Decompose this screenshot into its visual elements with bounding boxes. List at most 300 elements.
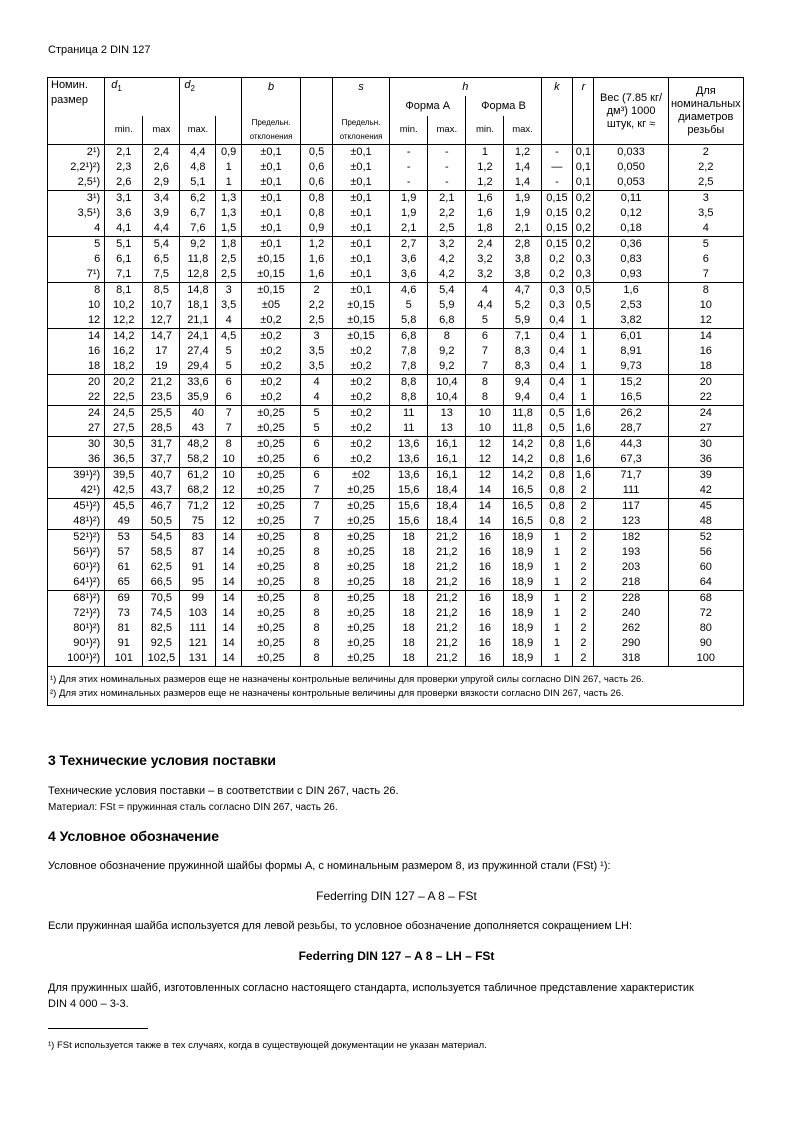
value-cell: 3,8 — [504, 267, 541, 283]
col-h-header: h — [390, 78, 541, 97]
value-cell: 0,5 — [541, 406, 573, 422]
nominal-size-cell: 22 — [48, 390, 105, 406]
col-nominal-header: Номин. размер — [48, 78, 105, 145]
value-cell: 18,4 — [428, 483, 466, 499]
col-thread-header: Для номинальных диаметров резьбы — [668, 78, 743, 145]
value-cell: ±0,25 — [332, 621, 389, 636]
value-cell: 50,5 — [143, 514, 180, 530]
table-row — [48, 283, 744, 299]
value-cell: 8,8 — [390, 390, 428, 406]
value-cell: 10,2 — [105, 298, 143, 313]
value-cell: 16,1 — [428, 452, 466, 468]
value-cell: ±0,25 — [332, 651, 389, 667]
value-cell: 2,6 — [105, 175, 143, 191]
value-cell: 5,1 — [105, 237, 143, 253]
value-cell: 12 — [216, 499, 241, 515]
value-cell: 3 — [216, 283, 241, 299]
value-cell: 8 — [301, 575, 333, 591]
value-cell: ±0,15 — [241, 267, 300, 283]
value-cell: 8 — [301, 621, 333, 636]
value-cell: 14 — [216, 575, 241, 591]
value-cell: 8 — [301, 636, 333, 651]
nominal-size-cell: 6 — [48, 252, 105, 267]
value-cell: 42 — [668, 483, 743, 499]
value-cell: 8,8 — [390, 375, 428, 391]
value-cell: 30 — [668, 437, 743, 453]
value-cell: 4,4 — [466, 298, 504, 313]
value-cell: 48 — [668, 514, 743, 530]
value-cell: 2,53 — [594, 298, 668, 313]
value-cell: 14 — [216, 560, 241, 575]
table-row — [48, 591, 744, 607]
value-cell: ±0,1 — [332, 160, 389, 175]
value-cell: 8 — [428, 329, 466, 345]
value-cell: 193 — [594, 545, 668, 560]
table-row — [48, 621, 744, 636]
value-cell: 3,2 — [428, 237, 466, 253]
value-cell: 71,2 — [180, 499, 216, 515]
value-cell: 27,5 — [105, 421, 143, 437]
value-cell: ±0,2 — [332, 390, 389, 406]
value-cell: 0,1 — [573, 145, 594, 161]
value-cell: 14 — [216, 591, 241, 607]
value-cell: 7,5 — [143, 267, 180, 283]
value-cell: 28,7 — [594, 421, 668, 437]
value-cell: 2 — [573, 545, 594, 560]
value-cell: 2,1 — [105, 145, 143, 161]
value-cell: 131 — [180, 651, 216, 667]
section-4-text: Условное обозначение пружинной шайбы формы А, с номинальным размером 8, из пружинной стали (FSt) ¹): — [48, 860, 611, 872]
value-cell: 12 — [466, 437, 504, 453]
value-cell: 16 — [668, 344, 743, 359]
value-cell: 8 — [301, 545, 333, 560]
value-cell: ±0,15 — [241, 252, 300, 267]
value-cell: 18 — [390, 636, 428, 651]
value-cell: 28,5 — [143, 421, 180, 437]
value-cell: 1 — [541, 545, 573, 560]
value-cell: 69 — [105, 591, 143, 607]
value-cell: 8,5 — [143, 283, 180, 299]
table-row — [48, 530, 744, 546]
value-cell: 16,5 — [594, 390, 668, 406]
value-cell: 3,1 — [105, 191, 143, 207]
value-cell: 2,6 — [143, 160, 180, 175]
value-cell: 5,9 — [428, 298, 466, 313]
value-cell: 6,2 — [180, 191, 216, 207]
value-cell: 18,2 — [105, 359, 143, 375]
value-cell: ±0,1 — [241, 221, 300, 237]
value-cell: - — [541, 175, 573, 191]
value-cell: 16,5 — [504, 514, 541, 530]
value-cell: 4 — [668, 221, 743, 237]
value-cell: 56 — [668, 545, 743, 560]
value-cell: 81 — [105, 621, 143, 636]
value-cell: 1 — [541, 530, 573, 546]
value-cell: 8 — [466, 390, 504, 406]
value-cell: 1,9 — [504, 191, 541, 207]
value-cell: 4 — [301, 390, 333, 406]
value-cell: 121 — [180, 636, 216, 651]
value-cell: 58,2 — [180, 452, 216, 468]
value-cell: 18,9 — [504, 575, 541, 591]
col-weight-header: Вес (7.85 кг/дм³) 1000 штук, кг ≈ — [594, 78, 668, 145]
table-row — [48, 359, 744, 375]
value-cell: 5 — [301, 421, 333, 437]
value-cell: ±0,25 — [241, 591, 300, 607]
table-body — [48, 145, 744, 667]
value-cell: 6 — [466, 329, 504, 345]
value-cell: 7 — [466, 344, 504, 359]
value-cell: 0,5 — [541, 421, 573, 437]
value-cell: 2,7 — [390, 237, 428, 253]
value-cell: 67,3 — [594, 452, 668, 468]
value-cell: 1 — [573, 329, 594, 345]
value-cell: 4,7 — [504, 283, 541, 299]
value-cell: 2,3 — [105, 160, 143, 175]
value-cell: 2,2 — [301, 298, 333, 313]
value-cell: 20 — [668, 375, 743, 391]
value-cell: ±0,15 — [241, 283, 300, 299]
value-cell: 0,8 — [541, 468, 573, 484]
footnote-2: ²) Для этих номинальных размеров еще не назначены контрольные величины для проверки вязкости согласно DIN 267, часть 26. — [50, 688, 624, 700]
value-cell: 45,5 — [105, 499, 143, 515]
value-cell: 21,2 — [428, 651, 466, 667]
value-cell: - — [390, 160, 428, 175]
value-cell: 1,4 — [504, 175, 541, 191]
value-cell: 0,9 — [216, 145, 241, 161]
value-cell: 2,1 — [504, 221, 541, 237]
value-cell: 99 — [180, 591, 216, 607]
value-cell: 10,4 — [428, 375, 466, 391]
table-row — [48, 267, 744, 283]
value-cell: 7,1 — [504, 329, 541, 345]
value-cell: 2 — [573, 591, 594, 607]
value-cell: 43,7 — [143, 483, 180, 499]
value-cell: 18 — [390, 575, 428, 591]
value-cell: 3,82 — [594, 313, 668, 329]
value-cell: 16 — [466, 545, 504, 560]
value-cell: 290 — [594, 636, 668, 651]
value-cell: 0,050 — [594, 160, 668, 175]
value-cell: 16,1 — [428, 468, 466, 484]
table-row — [48, 252, 744, 267]
col-formB-header: Форма B — [466, 96, 541, 116]
value-cell: 83 — [180, 530, 216, 546]
value-cell: 1,6 — [466, 206, 504, 221]
value-cell: 18 — [390, 530, 428, 546]
nominal-size-cell: 18 — [48, 359, 105, 375]
value-cell: 4 — [466, 283, 504, 299]
value-cell: - — [390, 175, 428, 191]
value-cell: 4,5 — [216, 329, 241, 345]
value-cell: 102,5 — [143, 651, 180, 667]
value-cell: 45 — [668, 499, 743, 515]
value-cell: 35,9 — [180, 390, 216, 406]
value-cell: ±0,15 — [332, 298, 389, 313]
table-row — [48, 390, 744, 406]
col-b-header: b — [241, 78, 300, 97]
value-cell: 16 — [466, 591, 504, 607]
value-cell: ±0,15 — [332, 313, 389, 329]
value-cell: 203 — [594, 560, 668, 575]
value-cell: 40 — [180, 406, 216, 422]
value-cell: 12,7 — [143, 313, 180, 329]
value-cell: 101 — [105, 651, 143, 667]
nominal-size-cell: 8 — [48, 283, 105, 299]
value-cell: 10 — [668, 298, 743, 313]
value-cell: 117 — [594, 499, 668, 515]
value-cell: 13,6 — [390, 468, 428, 484]
value-cell: 11,8 — [180, 252, 216, 267]
value-cell: 58,5 — [143, 545, 180, 560]
value-cell: 6,01 — [594, 329, 668, 345]
value-cell: ±0,25 — [241, 406, 300, 422]
value-cell: 14 — [216, 651, 241, 667]
spec-table: Номин. размер $d_1$ $d_2$ b s h k r Вес (7.85 кг/дм³) 1000 штук, кг ≈ Для номинальных диаметров резьбы Форма A Форма B min. max max. Предельн. отклонения Предельн. отклонения min. max. min. max. 2¹) 2,1 2,4 4,4 0,9 ±0,1 0,5 ±0,1 - - 1 1,2 - 0,1 0,033 2 2,2¹)²) 2,3 2,6 4,8 1 ±0,1 0,6 ±0,1 - - 1,2 1,4 — 0,1 0,050 2,2 2,5¹) 2,6 2,9 5,1 1 ±0,1 0,6 ±0,1 - - 1,2 1,4 - 0,1 0,053 2,5 3¹) 3,1 3,4 6,2 1,3 ±0,1 0,8 ±0,1 1,9 2,1 1,6 1,9 0,15 0,2 0,11 3 3,5¹) 3,6 3,9 6,7 1,3 ±0,1 0,8 ±0,1 1,9 2,2 1,6 1,9 0,15 0,2 0,12 3,5 4 4,1 4,4 7,6 1,5 ±0,1 0,9 ±0,1 2,1 2,5 1,8 2,1 0,15 0,2 0,18 4 5 5,1 5,4 9,2 1,8 ±0,1 1,2 ±0,1 2,7 3,2 2,4 2,8 0,15 0,2 0,36 5 6 6,1 6,5 11,8 2,5 ±0,15 1,6 ±0,1 3,6 4,2 3,2 3,8 0,2 0,3 0,83 6 7¹) 7,1 7,5 12,8 2,5 ±0,15 1,6 ±0,1 3,6 4,2 3,2 3,8 0,2 0,3 0,93 7 8 8,1 8,5 14,8 3 ±0,15 2 ±0,1 4,6 5,4 4 4,7 0,3 0,5 1,6 8 10 10,2 10,7 18,1 3,5 ±05 2,2 ±0,15 5 5,9 4,4 5,2 0,3 0,5 2,53 10 12 12,2 12,7 21,1 4 ±0,2 2,5 ±0,15 5,8 6,8 5 5,9 0,4 1 3,82 12 14 14,2 14,7 24,1 4,5 ±0,2 3 ±0,15 6,8 8 6 7,1 0,4 1 6,01 14 16 16,2 17 27,4 5 ±0,2 3,5 ±0,2 7,8 9,2 7 8,3 0,4 1 8,91 16 18 18,2 19 29,4 5 ±0,2 3,5 ±0,2 7,8 9,2 7 8,3 0,4 1 9,73 18 20 20,2 21,2 33,6 6 ±0,2 4 ±0,2 8,8 10,4 8 9,4 0,4 1 15,2 20 22 22,5 23,5 35,9 6 ±0,2 4 ±0,2 8,8 10,4 8 9,4 0,4 1 16,5 22 24 24,5 25,5 40 7 ±0,25 5 ±0,2 11 13 10 11,8 0,5 1,6 26,2 24 27 27,5 28,5 43 7 ±0,25 5 ±0,2 11 13 10 11,8 0,5 1,6 28,7 27 30 30,5 31,7 48,2 8 ±0,25 6 ±0,2 13,6 16,1 12 14,2 0,8 1,6 44,3 30 36 36,5 37,7 58,2 10 ±0,25 6 ±0,2 13,6 16,1 12 14,2 0,8 1,6 67,3 36 39¹)²) 39,5 40,7 61,2 10 ±0,25 6 ±02 13,6 16,1 12 14,2 0,8 1,6 71,7 39 42¹) 42,5 43,7 68,2 12 ±0,25 7 ±0,25 15,6 18,4 14 16,5 0,8 2 111 42 45¹)²) 45,5 46,7 71,2 12 ±0,25 7 ±0,25 15,6 18,4 14 16,5 0,8 2 117 45 48¹)²) 49 50,5 75 12 ±0,25 7 ±0,25 15,6 18,4 14 16,5 0,8 2 123 48 52¹)²) 53 54,5 83 14 ±0,25 8 ±0,25 18 21,2 16 18,9 1 2 182 52 56¹)²) 57 58,5 87 14 ±0,25 8 ±0,25 18 21,2 16 18,9 1 2 193 56 60¹)²) 61 62,5 91 14 ±0,25 8 ±0,25 18 21,2 16 18,9 1 2 203 60 64¹)²) 65 66,5 95 14 ±0,25 8 ±0,25 18 21,2 16 18,9 1 2 218 64 68¹)²) 69 70,5 99 14 ±0,25 8 ±0,25 18 21,2 16 18,9 1 2 228 68 72¹)²) 73 74,5 103 14 ±0,25 8 ±0,25 18 21,2 16 18,9 1 2 240 72 80¹)²) 81 82,5 111 14 ±0,25 8 ±0,25 18 21,2 16 18,9 1 2 262 80 90¹)²) 91 92,5 121 14 ±0,25 8 ±0,25 18 21,2 16 18,9 1 2 290 90 100¹)²) 101 102,5 131 14 ±0,25 8 ±0,25 18 21,2 16 18,9 1 2 318 100 ¹) Для этих номинальных размеров еще не назначены контрольные величины для проверки упругой силы согласно DIN 267, часть 26. ²) Для этих номинальных размеров еще не назначены контрольные величины для проверки вязкости согласно DIN 267, часть 26. — [47, 77, 744, 706]
value-cell: 1,2 — [301, 237, 333, 253]
value-cell: 14,2 — [504, 452, 541, 468]
value-cell: 74,5 — [143, 606, 180, 621]
value-cell: ±02 — [332, 468, 389, 484]
value-cell: 21,2 — [428, 545, 466, 560]
value-cell: 90 — [668, 636, 743, 651]
value-cell: 1,2 — [504, 145, 541, 161]
value-cell: 66,5 — [143, 575, 180, 591]
value-cell: ±0,1 — [332, 221, 389, 237]
value-cell: 5 — [216, 344, 241, 359]
value-cell: 13,6 — [390, 437, 428, 453]
value-cell: 14 — [466, 483, 504, 499]
value-cell: ±0,25 — [332, 575, 389, 591]
value-cell: 7 — [668, 267, 743, 283]
value-cell: 53 — [105, 530, 143, 546]
value-cell: 36,5 — [105, 452, 143, 468]
value-cell: ±0,25 — [241, 530, 300, 546]
value-cell: 13,6 — [390, 452, 428, 468]
value-cell: 3,2 — [466, 252, 504, 267]
value-cell: 21,2 — [143, 375, 180, 391]
value-cell: 5 — [301, 406, 333, 422]
value-cell: ±0,2 — [332, 375, 389, 391]
nominal-size-cell: 36 — [48, 452, 105, 468]
value-cell: 0,15 — [541, 237, 573, 253]
table-row — [48, 160, 744, 175]
value-cell: 16,2 — [105, 344, 143, 359]
table-row — [48, 636, 744, 651]
table-row — [48, 206, 744, 221]
value-cell: 0,8 — [301, 191, 333, 207]
value-cell: - — [541, 145, 573, 161]
value-cell: 31,7 — [143, 437, 180, 453]
value-cell: 6,1 — [105, 252, 143, 267]
value-cell: 0,8 — [541, 452, 573, 468]
value-cell: 15,6 — [390, 499, 428, 515]
table-row — [48, 313, 744, 329]
value-cell: 68 — [668, 591, 743, 607]
value-cell: ±0,25 — [332, 499, 389, 515]
value-cell: 57 — [105, 545, 143, 560]
value-cell: 1,2 — [466, 160, 504, 175]
value-cell: 4 — [216, 313, 241, 329]
value-cell: - — [428, 160, 466, 175]
value-cell: 0,15 — [541, 206, 573, 221]
value-cell: ±0,2 — [241, 344, 300, 359]
value-cell: 5,4 — [428, 283, 466, 299]
value-cell: 2 — [573, 530, 594, 546]
value-cell: 0,12 — [594, 206, 668, 221]
col-s-header: s — [332, 78, 389, 97]
value-cell: ±0,1 — [332, 267, 389, 283]
section-4-title: 4 Условное обозначение — [48, 828, 220, 844]
value-cell: 1,6 — [594, 283, 668, 299]
value-cell: 1 — [573, 313, 594, 329]
value-cell: 16,1 — [428, 437, 466, 453]
table-row — [48, 560, 744, 575]
value-cell: 111 — [594, 483, 668, 499]
table-row — [48, 221, 744, 237]
value-cell: 1 — [541, 591, 573, 607]
value-cell: 6 — [301, 437, 333, 453]
value-cell: 2,1 — [428, 191, 466, 207]
value-cell: 68,2 — [180, 483, 216, 499]
value-cell: 91 — [105, 636, 143, 651]
value-cell: 14 — [668, 329, 743, 345]
value-cell: 10 — [216, 452, 241, 468]
nominal-size-cell: 7¹) — [48, 267, 105, 283]
value-cell: 0,6 — [301, 160, 333, 175]
table-row — [48, 237, 744, 253]
value-cell: 2,5 — [301, 313, 333, 329]
value-cell: 14,2 — [504, 468, 541, 484]
nominal-size-cell: 12 — [48, 313, 105, 329]
value-cell: 0,3 — [573, 252, 594, 267]
value-cell: ±0,2 — [241, 329, 300, 345]
value-cell: 15,2 — [594, 375, 668, 391]
table-row — [48, 145, 744, 161]
value-cell: 0,6 — [301, 175, 333, 191]
value-cell: 7,8 — [390, 359, 428, 375]
value-cell: 18 — [668, 359, 743, 375]
value-cell: 82,5 — [143, 621, 180, 636]
value-cell: 262 — [594, 621, 668, 636]
value-cell: 16 — [466, 636, 504, 651]
nominal-size-cell: 68¹)²) — [48, 591, 105, 607]
value-cell: 16 — [466, 560, 504, 575]
value-cell: 16 — [466, 621, 504, 636]
value-cell: 3,5 — [301, 344, 333, 359]
value-cell: 218 — [594, 575, 668, 591]
value-cell: 6 — [301, 468, 333, 484]
value-cell: 1,4 — [504, 160, 541, 175]
value-cell: 42,5 — [105, 483, 143, 499]
value-cell: 3,6 — [105, 206, 143, 221]
value-cell: 1,9 — [390, 206, 428, 221]
nominal-size-cell: 14 — [48, 329, 105, 345]
value-cell: 0,2 — [573, 237, 594, 253]
value-cell: 1,6 — [466, 191, 504, 207]
value-cell: 9,4 — [504, 390, 541, 406]
value-cell: 1,6 — [301, 267, 333, 283]
value-cell: ±05 — [241, 298, 300, 313]
nominal-size-cell: 24 — [48, 406, 105, 422]
section-3-material: Материал: FSt = пружинная сталь согласно DIN 267, часть 26. — [48, 802, 338, 813]
table-row — [48, 406, 744, 422]
value-cell: 0,8 — [541, 437, 573, 453]
value-cell: ±0,2 — [241, 390, 300, 406]
value-cell: 0,5 — [301, 145, 333, 161]
value-cell: 4 — [301, 375, 333, 391]
value-cell: - — [428, 145, 466, 161]
nominal-size-cell: 90¹)²) — [48, 636, 105, 651]
value-cell: 5 — [216, 359, 241, 375]
value-cell: ±0,25 — [241, 621, 300, 636]
value-cell: ±0,25 — [241, 499, 300, 515]
value-cell: 14 — [466, 514, 504, 530]
value-cell: 24,5 — [105, 406, 143, 422]
value-cell: 60 — [668, 560, 743, 575]
value-cell: 1,6 — [573, 421, 594, 437]
value-cell: 14,2 — [105, 329, 143, 345]
value-cell: 23,5 — [143, 390, 180, 406]
value-cell: 10 — [466, 421, 504, 437]
value-cell: 2 — [573, 560, 594, 575]
value-cell: 11,8 — [504, 406, 541, 422]
value-cell: 2,5 — [216, 267, 241, 283]
value-cell: 8,91 — [594, 344, 668, 359]
value-cell: 10,7 — [143, 298, 180, 313]
value-cell: ±0,25 — [241, 545, 300, 560]
col-k-header: k — [541, 78, 573, 97]
value-cell: ±0,25 — [332, 483, 389, 499]
value-cell: 2,2 — [428, 206, 466, 221]
value-cell: 1 — [541, 575, 573, 591]
value-cell: 18,9 — [504, 651, 541, 667]
value-cell: 3,5 — [668, 206, 743, 221]
value-cell: 0,4 — [541, 390, 573, 406]
value-cell: 0,3 — [541, 298, 573, 313]
value-cell: 14,2 — [504, 437, 541, 453]
value-cell: 95 — [180, 575, 216, 591]
value-cell: 1,3 — [216, 206, 241, 221]
value-cell: 1,6 — [573, 452, 594, 468]
value-cell: ±0,25 — [241, 575, 300, 591]
nominal-size-cell: 64¹)²) — [48, 575, 105, 591]
value-cell: 318 — [594, 651, 668, 667]
value-cell: 8,1 — [105, 283, 143, 299]
value-cell: 4,1 — [105, 221, 143, 237]
value-cell: ±0,1 — [241, 145, 300, 161]
value-cell: 21,2 — [428, 591, 466, 607]
value-cell: 2,8 — [504, 237, 541, 253]
value-cell: 20,2 — [105, 375, 143, 391]
value-cell: 8 — [466, 375, 504, 391]
value-cell: 25,5 — [143, 406, 180, 422]
nominal-size-cell: 72¹)²) — [48, 606, 105, 621]
value-cell: ±0,1 — [241, 175, 300, 191]
value-cell: 7 — [301, 483, 333, 499]
col-d1-header: $d_1$ — [105, 78, 180, 97]
value-cell: ±0,1 — [332, 145, 389, 161]
value-cell: 3,5 — [301, 359, 333, 375]
col-formA-header: Форма A — [390, 96, 466, 116]
value-cell: 1,6 — [573, 406, 594, 422]
value-cell: 2 — [573, 514, 594, 530]
value-cell: 62,5 — [143, 560, 180, 575]
table-row — [48, 421, 744, 437]
value-cell: ±0,2 — [241, 359, 300, 375]
value-cell: 2,9 — [143, 175, 180, 191]
value-cell: 0,18 — [594, 221, 668, 237]
